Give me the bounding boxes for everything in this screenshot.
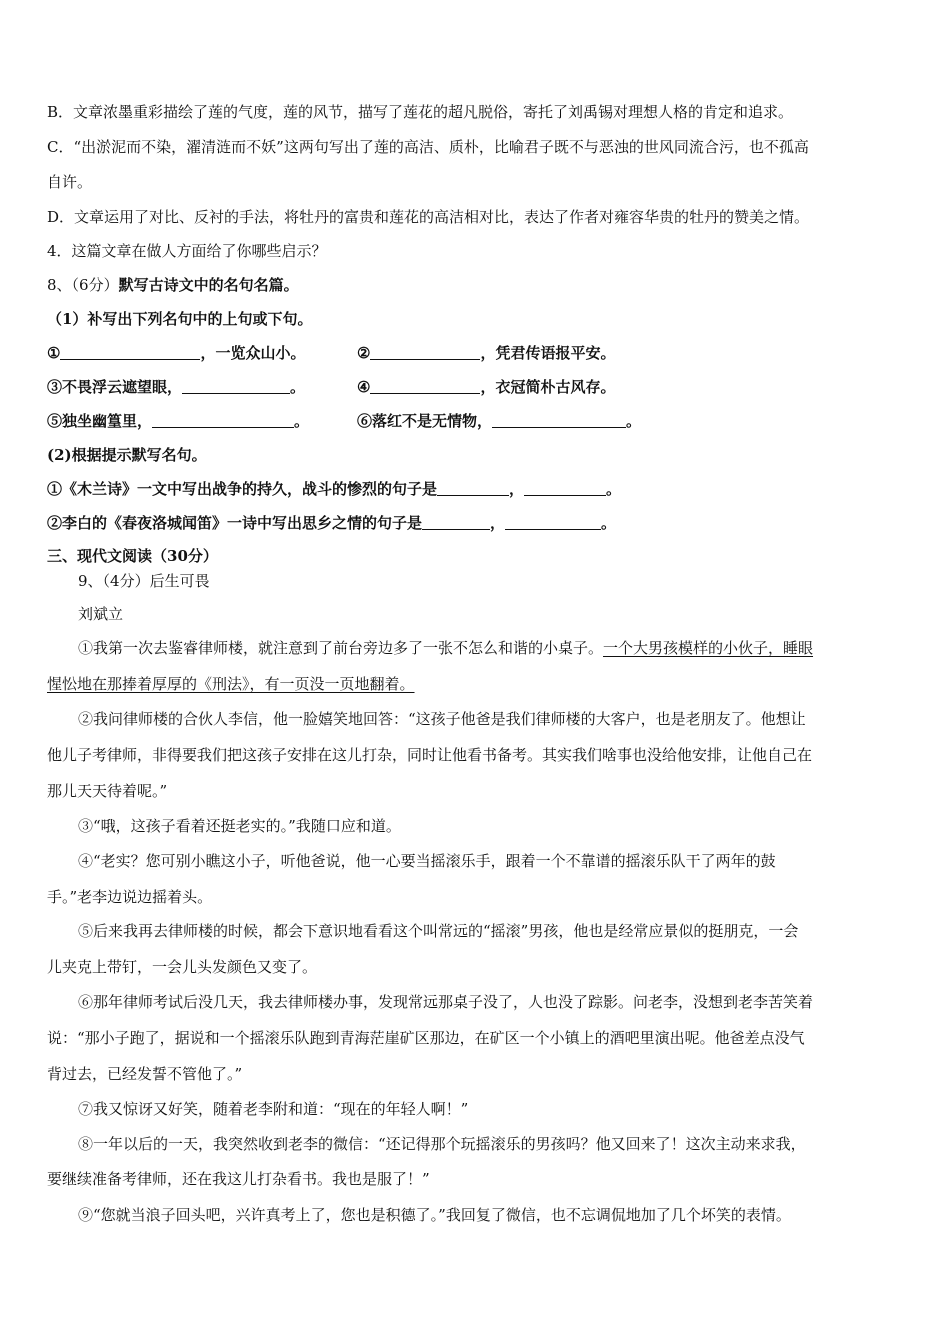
- answer-blank-1[interactable]: [60, 344, 200, 360]
- paragraph-5-line2: 儿夹克上带钉，一会儿头发颜色又变了。: [47, 958, 318, 976]
- question-8-number: 8、（6分）: [47, 276, 119, 294]
- paragraph-1-line2: 惺忪地在那捧着厚厚的《刑法》，有一页没一页地翻着。: [47, 675, 415, 693]
- article-author: 刘斌立: [78, 605, 124, 623]
- question-8-title: 默写古诗文中的名句名篇。: [118, 276, 299, 294]
- answer-blank-8[interactable]: [524, 480, 606, 496]
- question-4: 4．这篇文章在做人方面给了你哪些启示？: [47, 242, 327, 260]
- paragraph-1-line1: ①我第一次去鉴睿律师楼，就注意到了前台旁边多了一张不怎么和谐的小桌子。一个大男孩模样的小伙子，睡眼: [78, 639, 814, 657]
- paragraph-6-line1: ⑥那年律师考试后没几天，我去律师楼办事，发现常远那桌子没了，人也没了踪影。问老李，没想到老李苦笑着: [78, 993, 814, 1011]
- option-c-line1: C．“出淤泥而不染，濯清涟而不妖”这两句写出了莲的高洁、质朴，比喻君子既不与恶浊的世风同流合污，也不孤高: [47, 138, 809, 156]
- q8-part1-title: （1）补写出下列名句中的上句或下句。: [47, 310, 313, 328]
- paragraph-4-line2: 手。”老李边说边摇着头。: [47, 888, 213, 906]
- q8-item-5: ⑤独坐幽篁里， 。: [47, 412, 310, 430]
- answer-blank-3[interactable]: [182, 378, 290, 394]
- paragraph-8-line2: 要继续准备考律师，还在我这儿打杂看书。我也是服了！”: [47, 1170, 430, 1188]
- q8-part2-item-2: ②李白的《春夜洛城闻笛》一诗中写出思乡之情的句子是 ， 。: [47, 514, 617, 532]
- paragraph-2-line1: ②我问律师楼的合伙人李信，他一脸嬉笑地回答：“这孩子他爸是我们律师楼的大客户，也是老朋友了。他想让: [78, 710, 806, 728]
- q8-item-4: ④ ，衣冠简朴古风存。: [357, 378, 616, 396]
- option-b: B．文章浓墨重彩描绘了莲的气度，莲的风节，描写了莲花的超凡脱俗，寄托了刘禹锡对理想人格的肯定和追求。: [47, 103, 794, 121]
- paragraph-8-line1: ⑧一年以后的一天，我突然收到老李的微信：“还记得那个玩摇滚乐的男孩吗？他又回来了！这次主动来求我，: [78, 1135, 806, 1153]
- paragraph-2-line2: 他儿子考律师，非得要我们把这孩子安排在这儿打杂，同时让他看书备考。其实我们啥事也没给他安排，让他自己在: [47, 746, 813, 764]
- answer-blank-5[interactable]: [152, 412, 294, 428]
- answer-blank-7[interactable]: [437, 480, 509, 496]
- paragraph-5-line1: ⑤后来我再去律师楼的时候，都会下意识地看看这个叫常远的“摇滚”男孩，他也是经常应景似的挺朋克，一会: [78, 922, 799, 940]
- q8-item-1: ① ，一览众山小。: [47, 344, 306, 362]
- answer-blank-4[interactable]: [370, 378, 480, 394]
- paragraph-4-line1: ④“老实？您可别小瞧这小子，听他爸说，他一心要当摇滚乐手，跟着一个不靠谱的摇滚乐队干了两年的鼓: [78, 852, 776, 870]
- section-3-heading: 三、现代文阅读（30分）: [47, 547, 218, 565]
- answer-blank-9[interactable]: [422, 514, 490, 530]
- paragraph-6-line2: 说：“那小子跑了，据说和一个摇滚乐队跑到青海茫崖矿区那边，在矿区一个小镇上的酒吧里演出呢。他爸差点没气: [47, 1029, 805, 1047]
- paragraph-7: ⑦我又惊讶又好笑，随着老李附和道：“现在的年轻人啊！”: [78, 1100, 469, 1118]
- question-8-heading: [47, 275, 299, 295]
- question-9-title: 9、（4分）后生可畏: [78, 572, 210, 590]
- answer-blank-6[interactable]: [492, 412, 626, 428]
- paragraph-3: ③“哦，这孩子看着还挺老实的。”我随口应和道。: [78, 817, 401, 835]
- answer-blank-2[interactable]: [370, 344, 480, 360]
- paragraph-6-line3: 背过去，已经发誓不管他了。”: [47, 1065, 243, 1083]
- option-c-line2: 自许。: [47, 173, 93, 191]
- q8-item-2: ② ，凭君传语报平安。: [357, 344, 616, 362]
- paragraph-9: ⑨“您就当浪子回头吧，兴许真考上了，您也是积德了。”我回复了微信，也不忘调侃地加了几个坏笑的表情。: [78, 1206, 791, 1224]
- underlined-sentence: 一个大男孩模样的小伙子，睡眼: [603, 639, 814, 657]
- q8-item-3: ③不畏浮云遮望眼， 。: [47, 378, 306, 396]
- answer-blank-10[interactable]: [505, 514, 601, 530]
- option-d: D．文章运用了对比、反衬的手法，将牡丹的富贵和莲花的高洁相对比，表达了作者对雍容华贵的牡丹的赞美之情。: [47, 208, 810, 226]
- paragraph-2-line3: 那儿天天待着呢。”: [47, 782, 168, 800]
- q8-part2-item-1: ①《木兰诗》一文中写出战争的持久，战斗的惨烈的句子是 ， 。: [47, 480, 622, 498]
- q8-part2-title: (2)根据提示默写名句。: [47, 446, 207, 464]
- q8-item-6: ⑥落红不是无情物， 。: [357, 412, 642, 430]
